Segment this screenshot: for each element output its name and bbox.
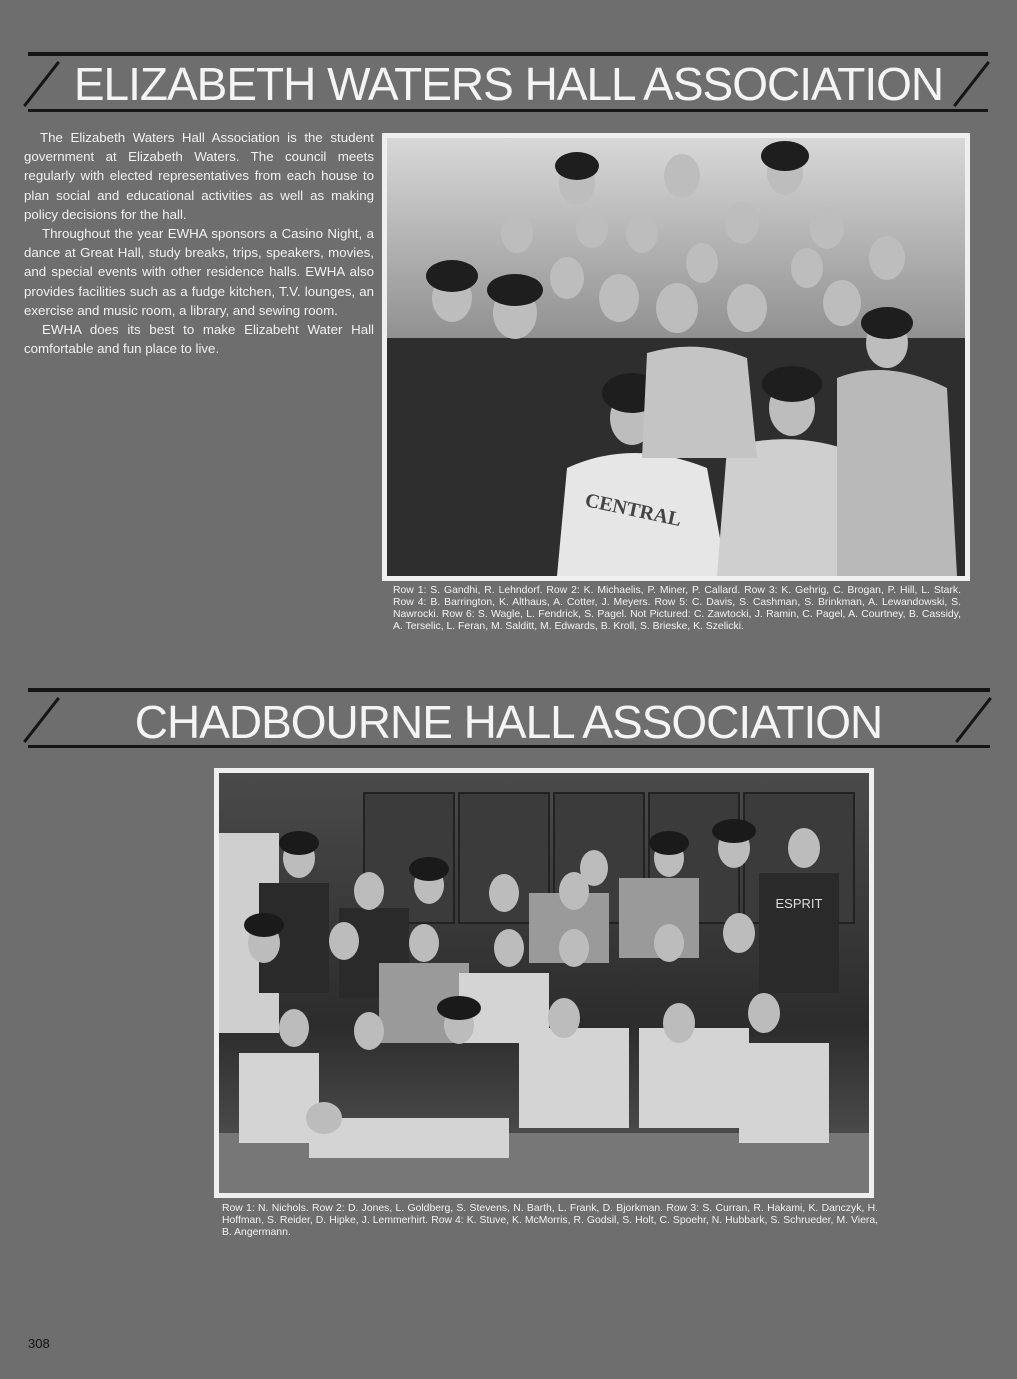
esprit-sweater-text: ESPRIT	[775, 896, 823, 911]
chadbourne-photo-image	[219, 773, 869, 1193]
ewha-photo-image	[387, 138, 965, 576]
page-number: 308	[28, 1336, 50, 1351]
central-sweatshirt-text: CENTRAL	[583, 489, 684, 532]
ewha-title: ELIZABETH WATERS HALL ASSOCIATION	[73, 58, 944, 110]
ewha-caption: Row 1: S. Gandhi, R. Lehndorf. Row 2: K. Michaelis, P. Miner, P. Callard. Row 3: K. Gehrig, C. Brogan, P. Hill, L. Stark. Row 4: B. Barrington, K. Althaus, A. Cotter, J. Meyers. Row 5: C. Davis, S. Cashman, S. Brinkman, A. Lewandowski, S. Nawrocki. Row 6: S. Wagle, L. Fendrick, S. Pagel. Not Pictured: C. Zawtocki, J. Ramin, C. Pagel, A. Courtney, B. Cassidy, A. Terselic, L. Feran, M. Salditt, M. Edwards, B. Kroll, S. Brieske, K. Szelicki.	[393, 585, 961, 632]
chadbourne-banner	[0, 686, 1017, 756]
ewha-banner	[0, 50, 1017, 120]
ewha-article	[24, 128, 374, 358]
banner-top-rule	[28, 688, 990, 692]
ewha-group-photo	[382, 133, 970, 581]
banner-top-rule	[28, 52, 988, 56]
ewha-paragraph: Throughout the year EWHA sponsors a Casino Night, a dance at Great Hall, study breaks, trips, speakers, movies, and special events with other residence halls. EWHA also provides facilities such as a fudge kitchen, T.V. lounges, an exercise and music room, a library, and sewing room.	[24, 226, 374, 318]
chadbourne-group-photo	[214, 768, 874, 1198]
chadbourne-caption: Row 1: N. Nichols. Row 2: D. Jones, L. Goldberg, S. Stevens, N. Barth, L. Frank, D. Bjorkman. Row 3: S. Curran, R. Hakami, K. Danczyk, H. Hoffman, S. Reider, D. Hipke, J. Lemmerhirt. Row 4: K. Stuve, K. McMorris, R. Godsil, S. Holt, C. Spoehr, N. Hubbark, S. Schrueder, M. Viera, B. Angermann.	[222, 1203, 878, 1238]
ewha-paragraph: The Elizabeth Waters Hall Association is the student government at Elizabeth Waters. The council meets regularly with elected representatives from each house to plan social and educational activities as well as making policy decisions for the hall.	[24, 130, 374, 222]
chadbourne-title: CHADBOURNE HALL ASSOCIATION	[134, 696, 883, 748]
ewha-paragraph: EWHA does its best to make Elizabeht Water Hall comfortable and fun place to live.	[24, 322, 374, 357]
